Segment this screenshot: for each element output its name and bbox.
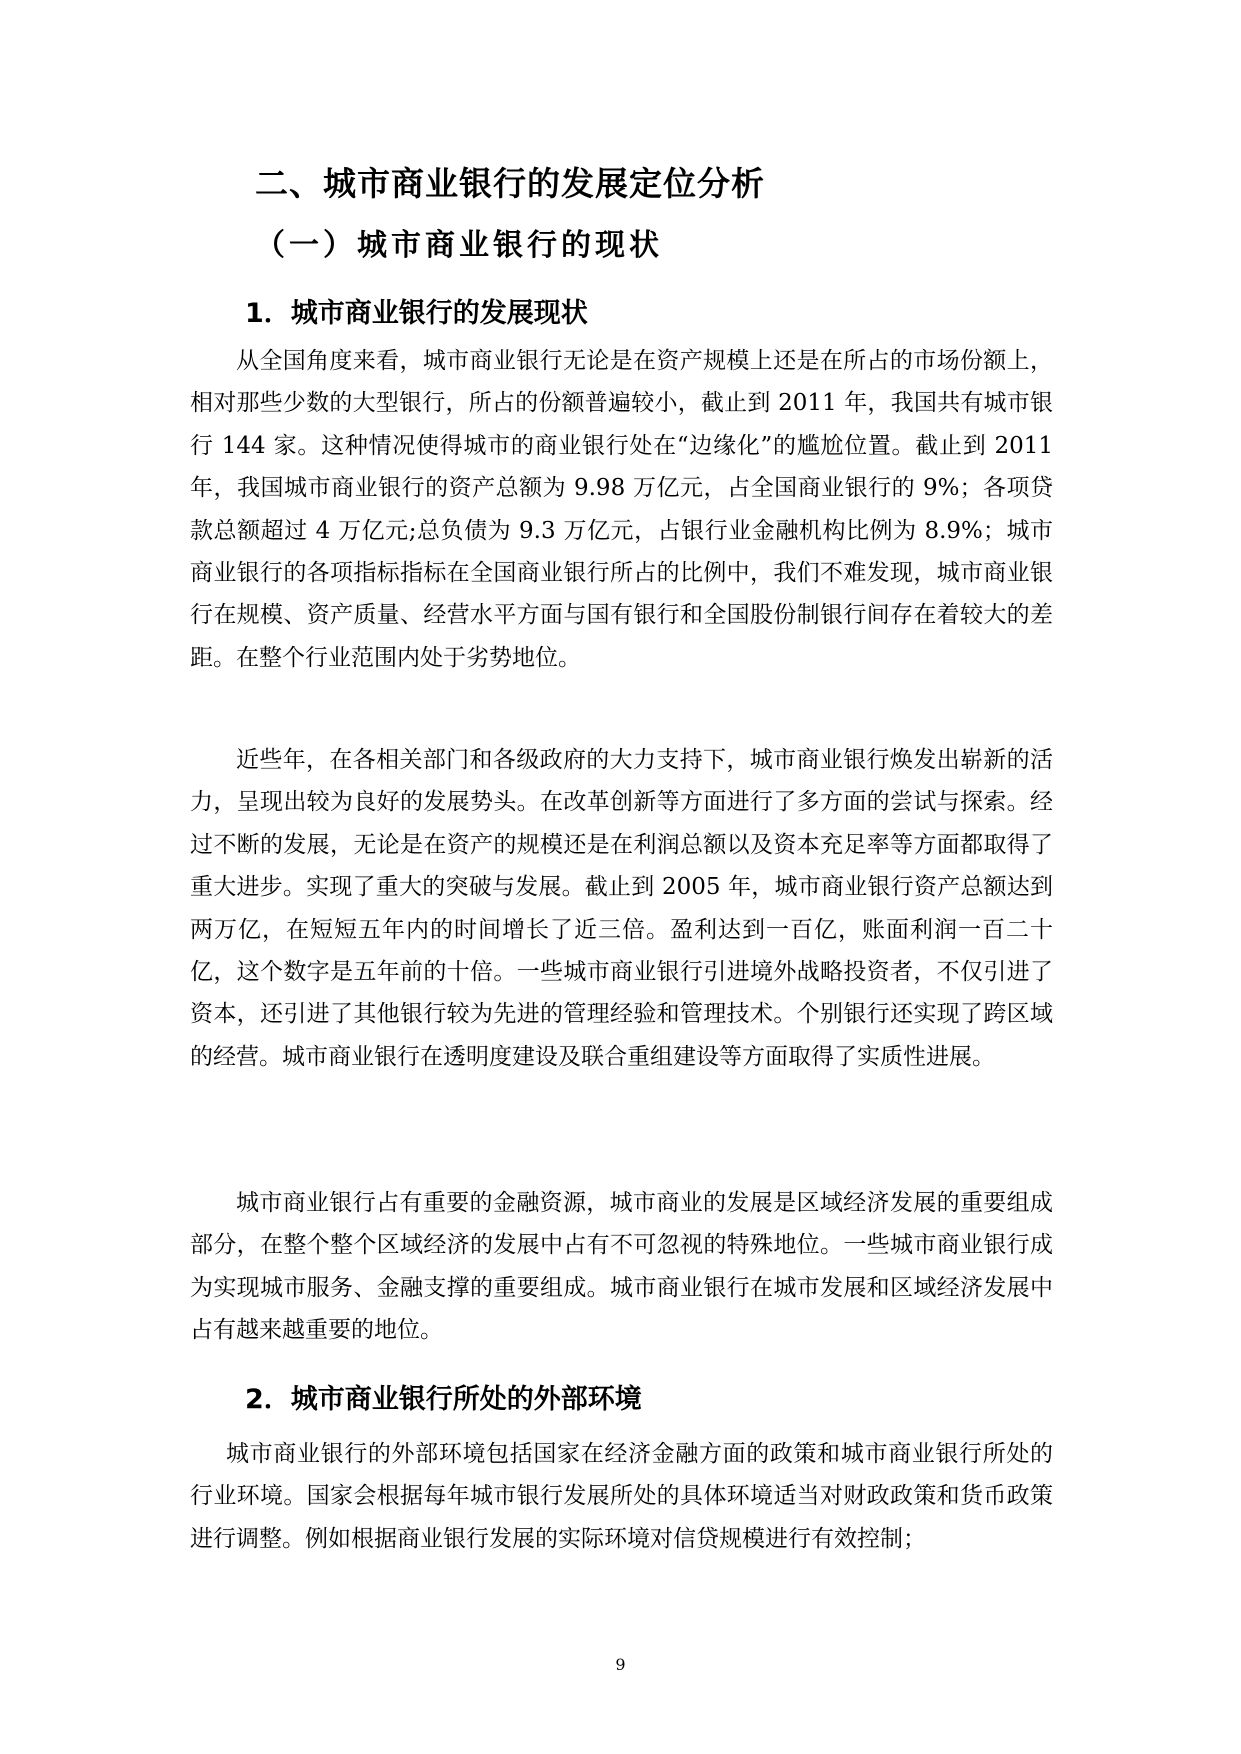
subsection-heading: （一）城市商业银行的现状 [255,228,663,263]
section-heading: 二、城市商业银行的发展定位分析 [255,164,765,203]
paragraph-development-status: 从全国角度来看，城市商业银行无论是在资产规模上还是在所占的市场份额上，相对那些少数的大型银行，所占的份额普遍较小，截止到 2011 年，我国共有城市银行 144 家。这种情况使得城市的商业银行处在“边缘化”的尴尬位置。截止到 2011 年，我国城市商业银行的资产总额为 9.98 万亿元，占全国商业银行的 9%；各项贷款总额超过 4 万亿元;总负债为 9.3 万亿元，占银行业金融机构比例为 8.9%；城市商业银行的各项指标指标在全国商业银行所占的比例中，我们不难发现，城市商业银行在规模、资产质量、经营水平方面与国有银行和全国股份制银行间存在着较大的差距。在整个行业范围内处于劣势地位。 [190,348,1053,671]
subheading-external-environment: 2．城市商业银行所处的外部环境 [245,1384,642,1415]
subheading-development-status: 1．城市商业银行的发展现状 [245,298,588,329]
paragraph-recent-progress: 近些年，在各相关部门和各级政府的大力支持下，城市商业银行焕发出崭新的活力，呈现出较为良好的发展势头。在改革创新等方面进行了多方面的尝试与探索。经过不断的发展，无论是在资产的规模还是在利润总额以及资本充足率等方面都取得了重大进步。实现了重大的突破与发展。截止到 2005 年，城市商业银行资产总额达到两万亿，在短短五年内的时间增长了近三倍。盈利达到一百亿，账面利润一百二十亿，这个数字是五年前的十倍。一些城市商业银行引进境外战略投资者，不仅引进了资本，还引进了其他银行较为先进的管理经验和管理技术。个别银行还实现了跨区域的经营。城市商业银行在透明度建设及联合重组建设等方面取得了实质性进展。 [190,747,1053,1070]
paragraph-regional-role: 城市商业银行占有重要的金融资源，城市商业的发展是区域经济发展的重要组成部分，在整个整个区域经济的发展中占有不可忽视的特殊地位。一些城市商业银行成为实现城市服务、金融支撑的重要组成。城市商业银行在城市发展和区域经济发展中占有越来越重要的地位。 [190,1190,1053,1344]
paragraph-external-environment: 城市商业银行的外部环境包括国家在经济金融方面的政策和城市商业银行所处的行业环境。国家会根据每年城市银行发展所处的具体环境适当对财政政策和货币政策进行调整。例如根据商业银行发展的实际环境对信贷规模进行有效控制； [190,1441,1053,1552]
page-number: 9 [615,1655,626,1674]
